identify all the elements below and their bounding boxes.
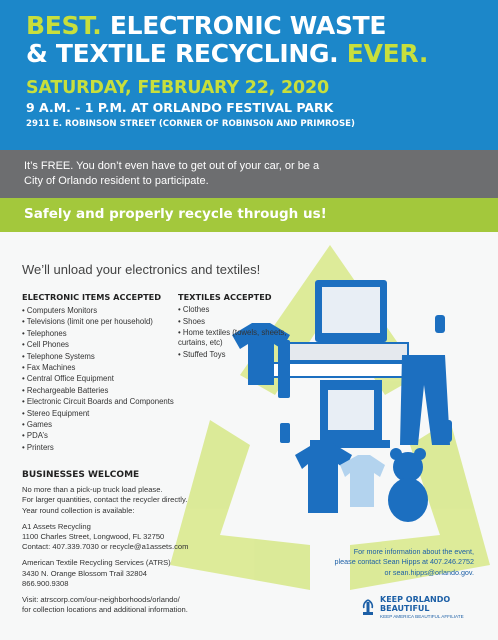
recycler2-name: American Textile Recycling Services (ATRS) [22, 558, 171, 568]
list-item: • Stuffed Toys [178, 350, 293, 360]
recycle-banner: Safely and properly recycle through us! [0, 198, 498, 232]
recycler2-phone: 866.900.9308 [22, 578, 69, 588]
businesses-section [22, 470, 188, 615]
headline-line1 [26, 12, 484, 40]
intro-text: We’ll unload your electronics and textiles! [22, 262, 261, 277]
recycler1-contact: Contact: 407.339.7030 or recycle@a1assets.com [22, 542, 189, 552]
contact-line2: please contact Sean Hipps at 407.246.2752 [334, 557, 474, 567]
list-item: • Telephone Systems [22, 351, 174, 362]
visit-link: Visit: atrscorp.com/our-neighborhoods/orlando/ [22, 595, 180, 605]
recycler1-name: A1 Assets Recycling [22, 521, 91, 531]
contact-info [274, 547, 474, 578]
list-item: • Clothes [178, 305, 293, 315]
keep-orlando-beautiful-logo [360, 595, 464, 619]
textiles-list [178, 292, 293, 361]
teddy-bear-icon [388, 448, 428, 522]
event-date: SATURDAY, FEBRUARY 22, 2020 [26, 78, 329, 98]
list-item: • Stereo Equipment [22, 408, 174, 419]
businesses-line: For larger quantities, contact the recycler directly. [22, 495, 188, 505]
list-item: • Rechargeable Batteries [22, 385, 174, 396]
headline-ever: EVER. [346, 39, 429, 68]
list-item: • PDA’s [22, 430, 174, 441]
list-item: • Electronic Circuit Boards and Components [22, 396, 174, 407]
recycler1-address: 1100 Charles Street, Longwood, FL 32750 [22, 532, 165, 542]
headline-line2 [26, 40, 484, 68]
list-item: • Shoes [178, 317, 293, 327]
headline-textile: & TEXTILE RECYCLING. [26, 39, 339, 68]
free-notice-line1: It’s FREE. You don’t even have to get out of your car, or be a [24, 160, 320, 172]
free-notice [0, 150, 498, 198]
event-time: 9 A.M. - 1 P.M. AT ORLANDO FESTIVAL PARK [26, 100, 334, 115]
headline-best: BEST. [26, 11, 102, 40]
electronics-list [22, 292, 174, 453]
event-address: 2911 E. ROBINSON STREET (CORNER OF ROBINSON AND PRIMROSE) [26, 119, 355, 129]
contact-line1: For more information about the event, [353, 547, 474, 556]
list-item: • Cell Phones [22, 339, 174, 350]
list-item: • Home textiles (towels, sheets, curtains, etc) [178, 328, 293, 348]
list-item: • Central Office Equipment [22, 373, 174, 384]
recycler2-address: 3430 N. Orange Blossom Trail 32804 [22, 568, 147, 578]
list-item: • Telephones [22, 328, 174, 339]
logo-affiliate: KEEP AMERICA BEAUTIFUL AFFILIATE [380, 614, 464, 619]
businesses-heading: BUSINESSES WELCOME [22, 470, 140, 480]
list-item: • Computers Monitors [22, 305, 174, 316]
list-item: • Televisions (limit one per household) [22, 316, 174, 327]
logo-line2: BEAUTIFUL [380, 604, 430, 613]
businesses-line: No more than a pick-up truck load please. [22, 485, 163, 495]
fountain-logo-icon [360, 598, 376, 616]
list-item: • Fax Machines [22, 362, 174, 373]
list-item: • Games [22, 419, 174, 430]
logo-line1: KEEP ORLANDO [380, 595, 451, 604]
list-item: • Printers [22, 442, 174, 453]
free-notice-line2: City of Orlando resident to participate. [24, 175, 209, 187]
visit-note: for collection locations and additional information. [22, 605, 188, 615]
contact-line3: or sean.hipps@orlando.gov. [384, 567, 474, 577]
textiles-heading: TEXTILES ACCEPTED [178, 292, 272, 302]
header-banner [0, 0, 498, 150]
electronics-heading: ELECTRONIC ITEMS ACCEPTED [22, 292, 162, 302]
headline-electronic: ELECTRONIC WASTE [109, 11, 387, 40]
businesses-line: Year round collection is available: [22, 505, 135, 515]
